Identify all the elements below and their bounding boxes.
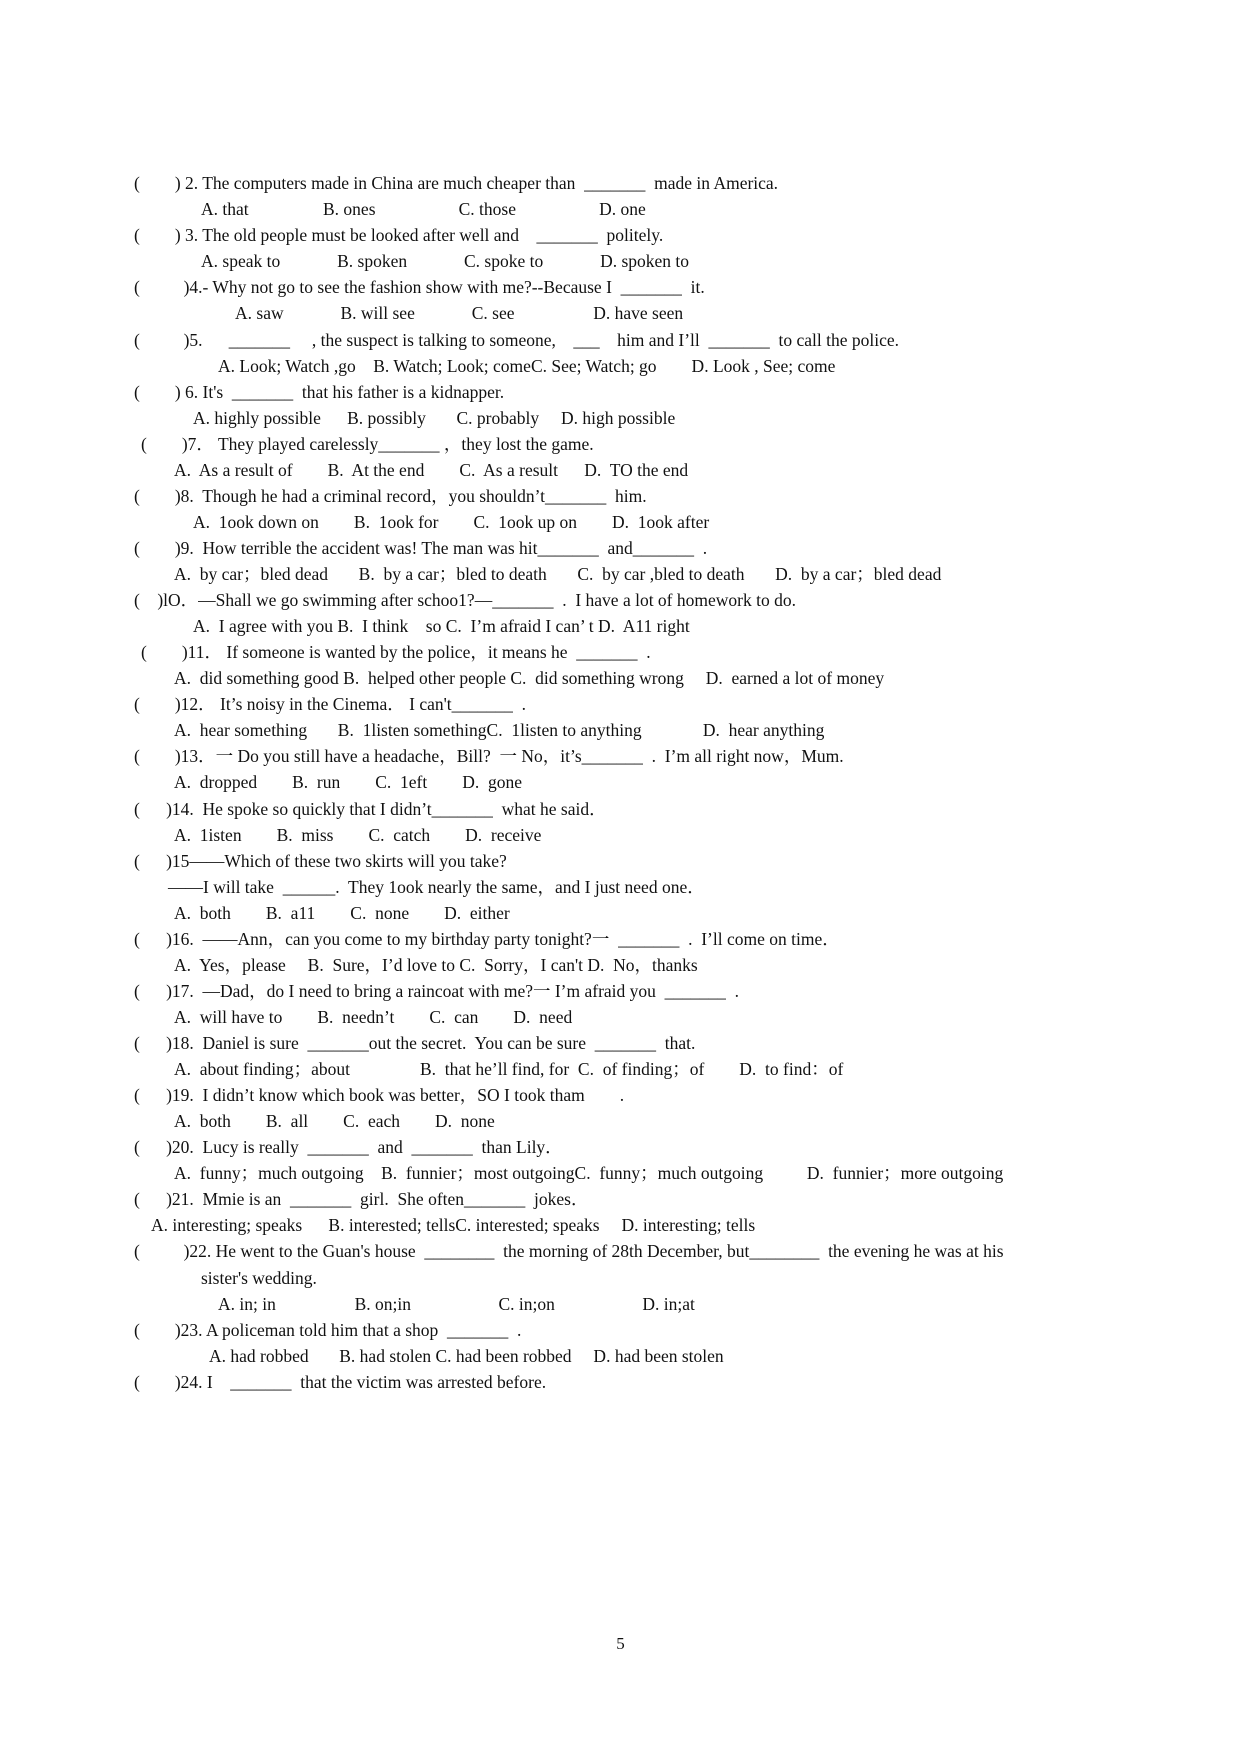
question-6: ( ) 6. It's _______ that his father is a kidnapper. xyxy=(134,382,505,402)
question-7: ( )7． They played carelessly_______ ，they lost the game. xyxy=(141,434,594,454)
question-4: ( )4.- Why not go to see the fashion show with me?--Because I _______ it. xyxy=(134,277,705,297)
options-8: A. 1ook down on B. 1ook for C. 1ook up on D. 1ook after xyxy=(193,512,710,532)
question-14: ( )14. He spoke so quickly that I didn’t_______ what he said． xyxy=(134,799,607,819)
question-11: ( )11． If someone is wanted by the police，it means he _______ . xyxy=(141,642,651,662)
page-number: 5 xyxy=(616,1634,625,1653)
options-9: A. by car；bled dead B. by a car；bled to death C. by car ,bled to death D. by a car；bled dead xyxy=(174,564,942,584)
options-7: A. As a result of B. At the end C. As a result D. TO the end xyxy=(174,460,689,480)
options-11: A. did something good B. helped other people C. did something wrong D. earned a lot of money xyxy=(174,668,885,688)
options-6: A. highly possible B. possibly C. probably D. high possible xyxy=(193,408,676,428)
options-14: A. 1isten B. miss C. catch D. receive xyxy=(174,825,542,845)
question-16: ( )16. ——Ann，can you come to my birthday party tonight?一 _______ . I’ll come on time． xyxy=(134,929,840,949)
question-22: ( )22. He went to the Guan's house ________ the morning of 28th December, but________ the evening he was at his xyxy=(134,1241,1004,1261)
options-22: A. in; in B. on;in C. in;on D. in;at xyxy=(218,1294,695,1314)
question-24: ( )24. I _______ that the victim was arrested before. xyxy=(134,1372,547,1392)
question-3: ( ) 3. The old people must be looked after well and _______ politely. xyxy=(134,225,664,245)
options-20: A. funny；much outgoing B. funnier；most outgoingC. funny；much outgoing D. funnier；more outgoing xyxy=(174,1163,1004,1183)
question-23: ( )23. A policeman told him that a shop _______ . xyxy=(134,1320,522,1340)
options-17: A. will have to B. needn’t C. can D. need xyxy=(174,1007,573,1027)
options-3: A. speak to B. spoken C. spoke to D. spoken to xyxy=(201,251,690,271)
options-18: A. about finding；about B. that he’ll find, for C. of finding；of D. to find：of xyxy=(174,1059,844,1079)
question-10: ( )lO．—Shall we go swimming after schoo1?—_______ . I have a lot of homework to do. xyxy=(134,590,796,610)
question-21: ( )21. Mmie is an _______ girl. She often_______ jokes． xyxy=(134,1189,589,1209)
options-16: A. Yes，please B. Sure，I’d love to C. Sorry，I can't D. No，thanks xyxy=(174,955,698,975)
question-13: ( )13．一 Do you still have a headache，Bill? 一 No，it’s_______ . I’m all right now，Mum. xyxy=(134,746,844,766)
question-9: ( )9. How terrible the accident was! The man was hit_______ and_______ . xyxy=(134,538,708,558)
options-2: A. that B. ones C. those D. one xyxy=(201,199,646,219)
question-15-answer-line: ——I will take ______. They 1ook nearly the same，and I just need one． xyxy=(168,877,705,897)
question-17: ( )17. —Dad，do I need to bring a raincoat with me?一 I’m afraid you _______ . xyxy=(134,981,740,1001)
question-20: ( )20. Lucy is really _______ and _______ than Lily． xyxy=(134,1137,563,1157)
question-2: ( ) 2. The computers made in China are much cheaper than _______ made in America. xyxy=(134,173,779,193)
question-19: ( )19. I didn’t know which book was better，SO I took tham . xyxy=(134,1085,625,1105)
options-13: A. dropped B. run C. 1eft D. gone xyxy=(174,772,523,792)
question-18: ( )18. Daniel is sure _______out the secret. You can be sure _______ that. xyxy=(134,1033,696,1053)
question-12: ( )12． It’s noisy in the Cinema． I can't_______ . xyxy=(134,694,526,714)
question-8: ( )8. Though he had a criminal record，you shouldn’t_______ him. xyxy=(134,486,647,506)
options-15: A. both B. a11 C. none D. either xyxy=(174,903,510,923)
options-4: A. saw B. will see C. see D. have seen xyxy=(235,303,684,323)
options-5: A. Look; Watch ,go B. Watch; Look; comeC. See; Watch; go D. Look , See; come xyxy=(218,356,836,376)
question-22-continued: sister's wedding. xyxy=(201,1268,317,1288)
question-5: ( )5. _______ , the suspect is talking to someone, ___ him and I’ll _______ to call the police. xyxy=(134,330,900,350)
question-15: ( )15——Which of these two skirts will you take? xyxy=(134,851,507,871)
options-12: A. hear something B. 1listen somethingC. 1listen to anything D. hear anything xyxy=(174,720,825,740)
options-21: A. interesting; speaks B. interested; tellsC. interested; speaks D. interesting; tells xyxy=(151,1215,756,1235)
options-10: A. I agree with you B. I think so C. I’m afraid I can’ t D. A11 right xyxy=(193,616,690,636)
options-19: A. both B. all C. each D. none xyxy=(174,1111,495,1131)
options-23: A. had robbed B. had stolen C. had been robbed D. had been stolen xyxy=(209,1346,724,1366)
